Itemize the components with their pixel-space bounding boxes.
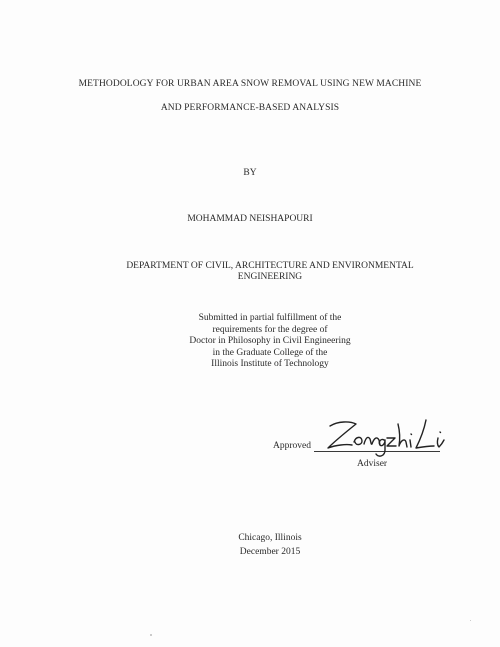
- submission-line: Illinois Institute of Technology: [211, 359, 329, 369]
- department-name: DEPARTMENT OF CIVIL, ARCHITECTURE AND ENVIRONMENTAL ENGINEERING: [126, 261, 414, 282]
- by-label: BY: [243, 168, 257, 178]
- submission-line: Doctor in Philosophy in Civil Engineering: [189, 336, 351, 346]
- adviser-signature: [316, 412, 456, 462]
- location: Chicago, Illinois: [238, 533, 302, 543]
- scan-speck: [470, 620, 471, 621]
- author-name: MOHAMMAD NEISHAPOURI: [187, 214, 313, 224]
- submission-statement: [150, 313, 390, 371]
- adviser-label: Adviser: [357, 459, 388, 469]
- title-line-2: AND PERFORMANCE-BASED ANALYSIS: [160, 103, 340, 113]
- date: December 2015: [239, 547, 301, 557]
- submission-line: in the Graduate College of the: [212, 347, 328, 358]
- scan-speck: [150, 634, 152, 636]
- submission-line: Submitted in partial fulfillment of the: [198, 313, 342, 323]
- submission-line: requirements for the degree of: [212, 324, 328, 335]
- approved-label: Approved: [273, 441, 311, 451]
- title-line-1: METHODOLOGY FOR URBAN AREA SNOW REMOVAL USING NEW MACHINE: [78, 79, 422, 89]
